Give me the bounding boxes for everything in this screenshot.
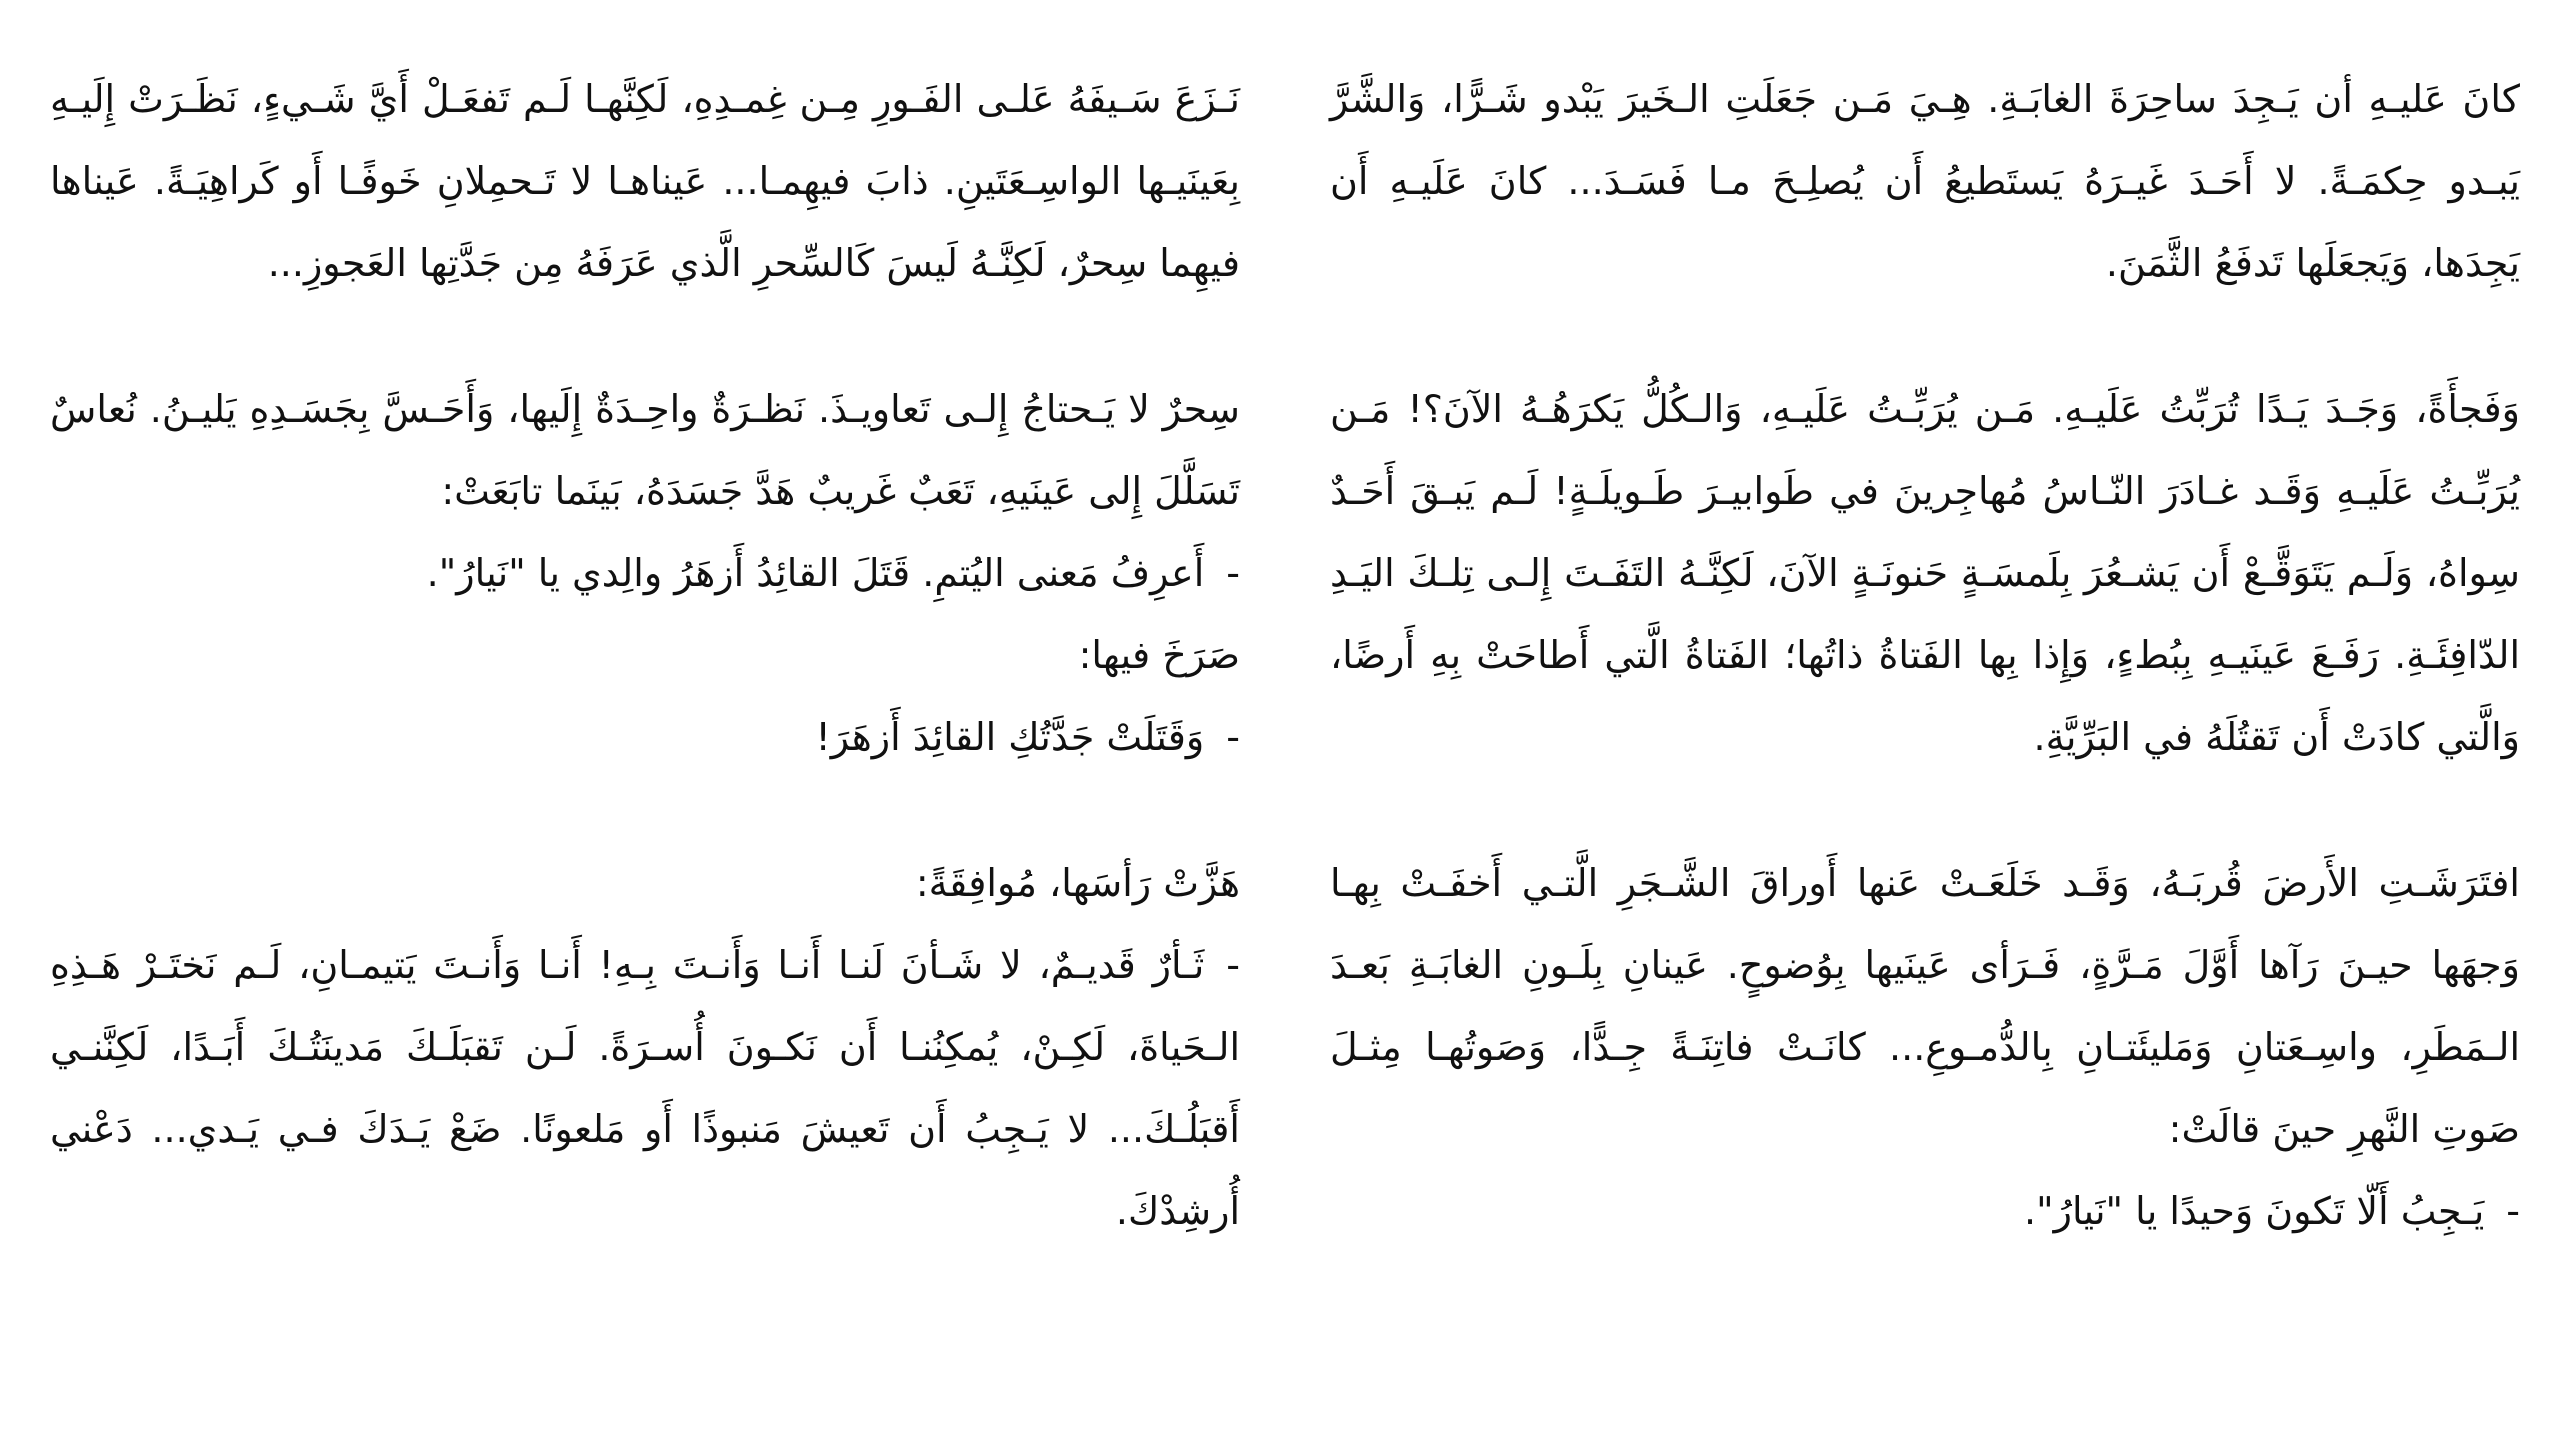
dialogue-line bbox=[50, 696, 1240, 778]
dialogue-text: أَعرِفُ مَعنى اليُتمِ. قَتَلَ القائِدُ أَزهَرُ والِدي يا "نَيارُ". bbox=[426, 551, 1205, 595]
dialogue-dash: - bbox=[2506, 1189, 2520, 1233]
dialogue-dash: - bbox=[1226, 943, 1240, 987]
paragraph: افتَرَشَـتِ الأَرضَ قُربَـهُ، وَقَـد خَلَعَـتْ عَنها أَوراقَ الشَّـجَرِ الَّتـي أَخفَـتْ بِهـا وَجهَها حيـنَ رَآها أَوَّلَ مَـرَّةٍ، فَـرَأى عَينَيها بِوُضوحٍ. عَينانِ بِلَـونِ الغابَـةِ بَعـدَ الـمَطَرِ، واسِـعَتانِ وَمَليئَتـانِ بِالدُّمـوعِ... كانَـتْ فاتِنَـةً جِـدًّا، وَصَوتُهـا مِثـلَ صَوتِ النَّهرِ حينَ قالَتْ: bbox=[1330, 861, 2520, 1151]
paragraph: كانَ عَليـهِ أن يَـجِدَ ساحِرَةَ الغابَـةِ. هِـيَ مَـن جَعَلَتِ الـخَيرَ يَبْدو شَـرًّا، وَالشَّرَّ يَبـدو حِكمَـةً. لا أَحَـدَ غَيـرَهُ يَستَطيعُ أَن يُصلِـحَ مـا فَسَـدَ... كانَ عَلَيـهِ أَن يَجِدَها، وَيَجعَلَها تَدفَعُ الثَّمَنَ. bbox=[1330, 77, 2520, 285]
dialogue-text: يَـجِبُ أَلّا تَكونَ وَحيدًا يا "نَيارُ". bbox=[2024, 1189, 2485, 1233]
dialogue-line bbox=[1330, 1170, 2520, 1252]
right-page bbox=[1330, 58, 2520, 1252]
dialogue-dash: - bbox=[1226, 551, 1240, 595]
paragraph: سِحرٌ لا يَـحتاجُ إِلـى تَعاويـذَ. نَظـرَةٌ واحِـدَةٌ إِلَيها، وَأَحَـسَّ بِجَسَـدِهِ يَليـنُ. نُعاسٌ تَسَلَّلَ إِلى عَينَيهِ، تَعَبٌ غَريبٌ هَدَّ جَسَدَهُ، بَينَما تابَعَتْ: bbox=[50, 387, 1240, 513]
dialogue-line bbox=[50, 924, 1240, 1252]
dialogue-text: ثَـأرٌ قَديـمٌ، لا شَـأنَ لَنـا أَنـا وَأَنـتَ بِـهِ! أَنـا وَأَنـتَ يَتيمـانِ، لَـم نَختَـرْ هَـذِهِ الـحَياةَ، لَكِـنْ، يُمكِنُنـا أَن نَكـونَ أُسـرَةً. لَـن تَقبَلَـكَ مَدينَتُـكَ أَبَـدًا، لَكِنَّنـي أَقبَلُـكَ... لا يَـجِبُ أَن تَعيشَ مَنبوذًا أَو مَلعونًا. ضَعْ يَـدَكَ فـي يَـدي... دَعْني أُرشِدْكَ. bbox=[50, 943, 1240, 1233]
narration-line: صَرَخَ فيها: bbox=[1078, 633, 1240, 677]
dialogue-text: وَقَتَلَتْ جَدَّتُكِ القائِدَ أَزهَرَ! bbox=[815, 715, 1205, 759]
paragraph: وَفَجأَةً، وَجَـدَ يَـدًا تُرَبِّتُ عَلَيـهِ. مَـن يُرَبِّـتُ عَلَيـهِ، وَالـكُلُّ يَكرَهُـهُ الآنَ؟! مَـن يُرَبِّـتُ عَلَيـهِ وَقَـد غـادَرَ النّـاسُ مُهاجِرينَ في طَوابيـرَ طَـويلَـةٍ! لَـم يَبـقَ أَحَـدٌ سِواهُ، وَلَـم يَتَوَقَّـعْ أَن يَشـعُرَ بِلَمسَـةٍ حَنونَـةٍ الآنَ، لَكِنَّـهُ التَفَـتَ إِلـى تِلـكَ اليَـدِ الدّافِئَـةِ. رَفَـعَ عَينَيـهِ بِبُطءٍ، وَإِذا بِها الفَتاةُ ذاتُها؛ الفَتاةُ الَّتي أَطاحَتْ بِهِ أَرضًا، وَالَّتي كادَتْ أَن تَقتُلَهُ في البَرِّيَّةِ. bbox=[1330, 387, 2520, 759]
paragraph: نَـزَعَ سَـيفَهُ عَلـى الفَـورِ مِـن غِمـدِهِ، لَكِنَّهـا لَـم تَفعَـلْ أَيَّ شَـيءٍ، نَظَـرَتْ إِلَيـهِ بِعَينَيـها الواسِـعَتَينِ. ذابَ فيهِمـا... عَيناهـا لا تَـحمِلانِ خَوفًـا أَو كَراهِيَـةً. عَيناها فيهِما سِحرٌ، لَكِنَّـهُ لَيسَ كَالسِّحرِ الَّذي عَرَفَهُ مِن جَدَّتِها العَجوزِ... bbox=[50, 77, 1240, 285]
dialogue-line bbox=[50, 532, 1240, 614]
dialogue-dash: - bbox=[1226, 715, 1240, 759]
narration-line: هَزَّتْ رَأسَها، مُوافِقَةً: bbox=[915, 861, 1240, 905]
left-page bbox=[50, 58, 1240, 1252]
